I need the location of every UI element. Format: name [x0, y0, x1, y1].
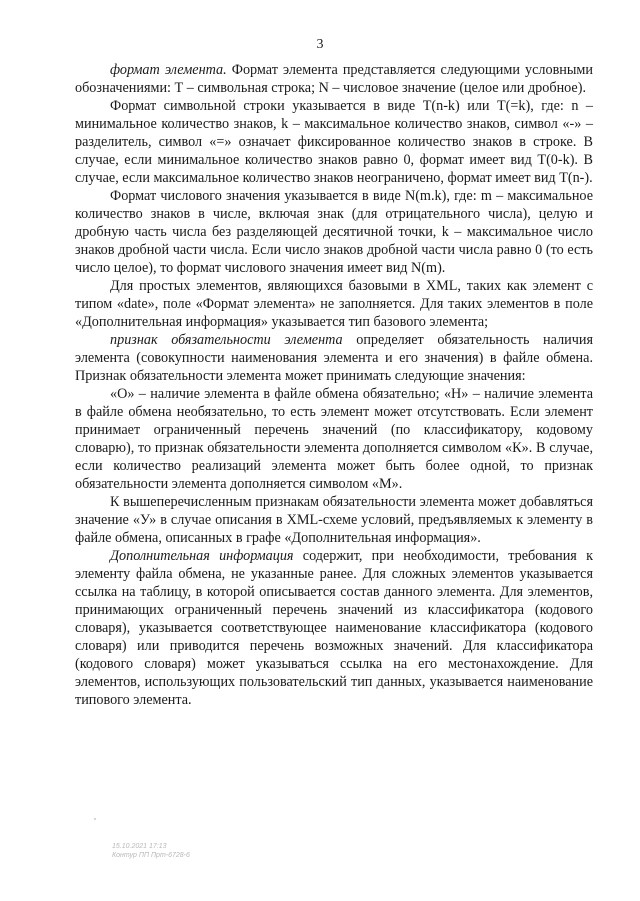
page-number: 3	[316, 37, 324, 52]
paragraph-required-sign	[75, 331, 593, 385]
term-additional-info: Дополнительная информация	[110, 548, 294, 564]
paragraph-text: определяет обязательность наличия элемента (совокупности наименования элемента и его значения) в файле обмена. Признак обязательности элемента может принимать следующие значения:	[75, 332, 593, 384]
stamp-system: Контур ПП Прт-6728-6	[112, 852, 190, 859]
paragraph-simple-elements: Для простых элементов, являющихся базовыми в XML, таких как элемент с типом «date», поле «Формат элемента» не заполняется. Для таких элементов в поле «Дополнительная информация» указывается тип базового элемента;	[75, 278, 593, 330]
signature-stamp	[112, 842, 190, 860]
term-required-sign: признак обязательности элемента	[110, 332, 343, 348]
paragraph-element-format	[75, 61, 593, 97]
term-element-format: формат элемента.	[110, 62, 227, 78]
paragraph-text: содержит, при необходимости, требования к элементу файла обмена, не указанные ранее. Для сложных элементов указывается ссылка на таблицу, в которой описывается состав данного элемента. Для элементов, принимающих ограниченный перечень значений из классификатора (кодового словаря), указывается соответствующее наименование классификатора (кодового словаря) или приводится перечень возможных значений. Для классификатора (кодового словаря) может указываться ссылка на его местонахождение. Для элементов, использующих пользовательский тип данных, указывается наименование типового элемента.	[75, 548, 593, 708]
paragraph-text: Формат элемента представляется следующими условными обозначениями: Т – символьная строка; N – числовое значение (целое или дробное).	[75, 62, 593, 96]
paragraph-string-format: Формат символьной строки указывается в виде T(n-k) или T(=k), где: n – минимальное количество знаков, k – максимальное количество знаков, символ «-» – разделитель, символ «=» означает фиксированное количество знаков в строке. В случае, если минимальное количество знаков равно 0, формат имеет вид Т(0-k). В случае, если максимальное количество знаков неограничено, формат имеет вид T(n-).	[75, 98, 593, 186]
paragraph-number-format: Формат числового значения указывается в виде N(m.k), где: m – максимальное количество знаков в числе, включая знак (для отрицательного числа), целую и дробную часть числа без разделяющей десятичной точки, k – максимальное число знаков дробной части числа. Если число знаков дробной части числа равно 0 (то есть число целое), то формат числового значения имеет вид N(m).	[75, 188, 593, 276]
scan-speck	[94, 818, 96, 820]
body-text	[75, 61, 593, 709]
paragraph-conditional-value: К вышеперечисленным признакам обязательности элемента может добавляться значение «У» в случае описания в XML-схеме условий, предъявляемых к элементу в файле обмена, описанных в графе «Дополнительная информация».	[75, 494, 593, 546]
paragraph-required-values: «О» – наличие элемента в файле обмена обязательно; «Н» – наличие элемента в файле обмена необязательно, то есть элемент может отсутствовать. Если элемент принимает ограниченный перечень значений (по классификатору, кодовому словарю), то признак обязательности элемента дополняется символом «К». В случае, если количество реализаций элемента может быть более одной, то признак обязательности элемента дополняется символом «М».	[75, 386, 593, 492]
paragraph-additional-info	[75, 547, 593, 709]
stamp-date: 15.10.2021 17:13	[112, 843, 167, 850]
